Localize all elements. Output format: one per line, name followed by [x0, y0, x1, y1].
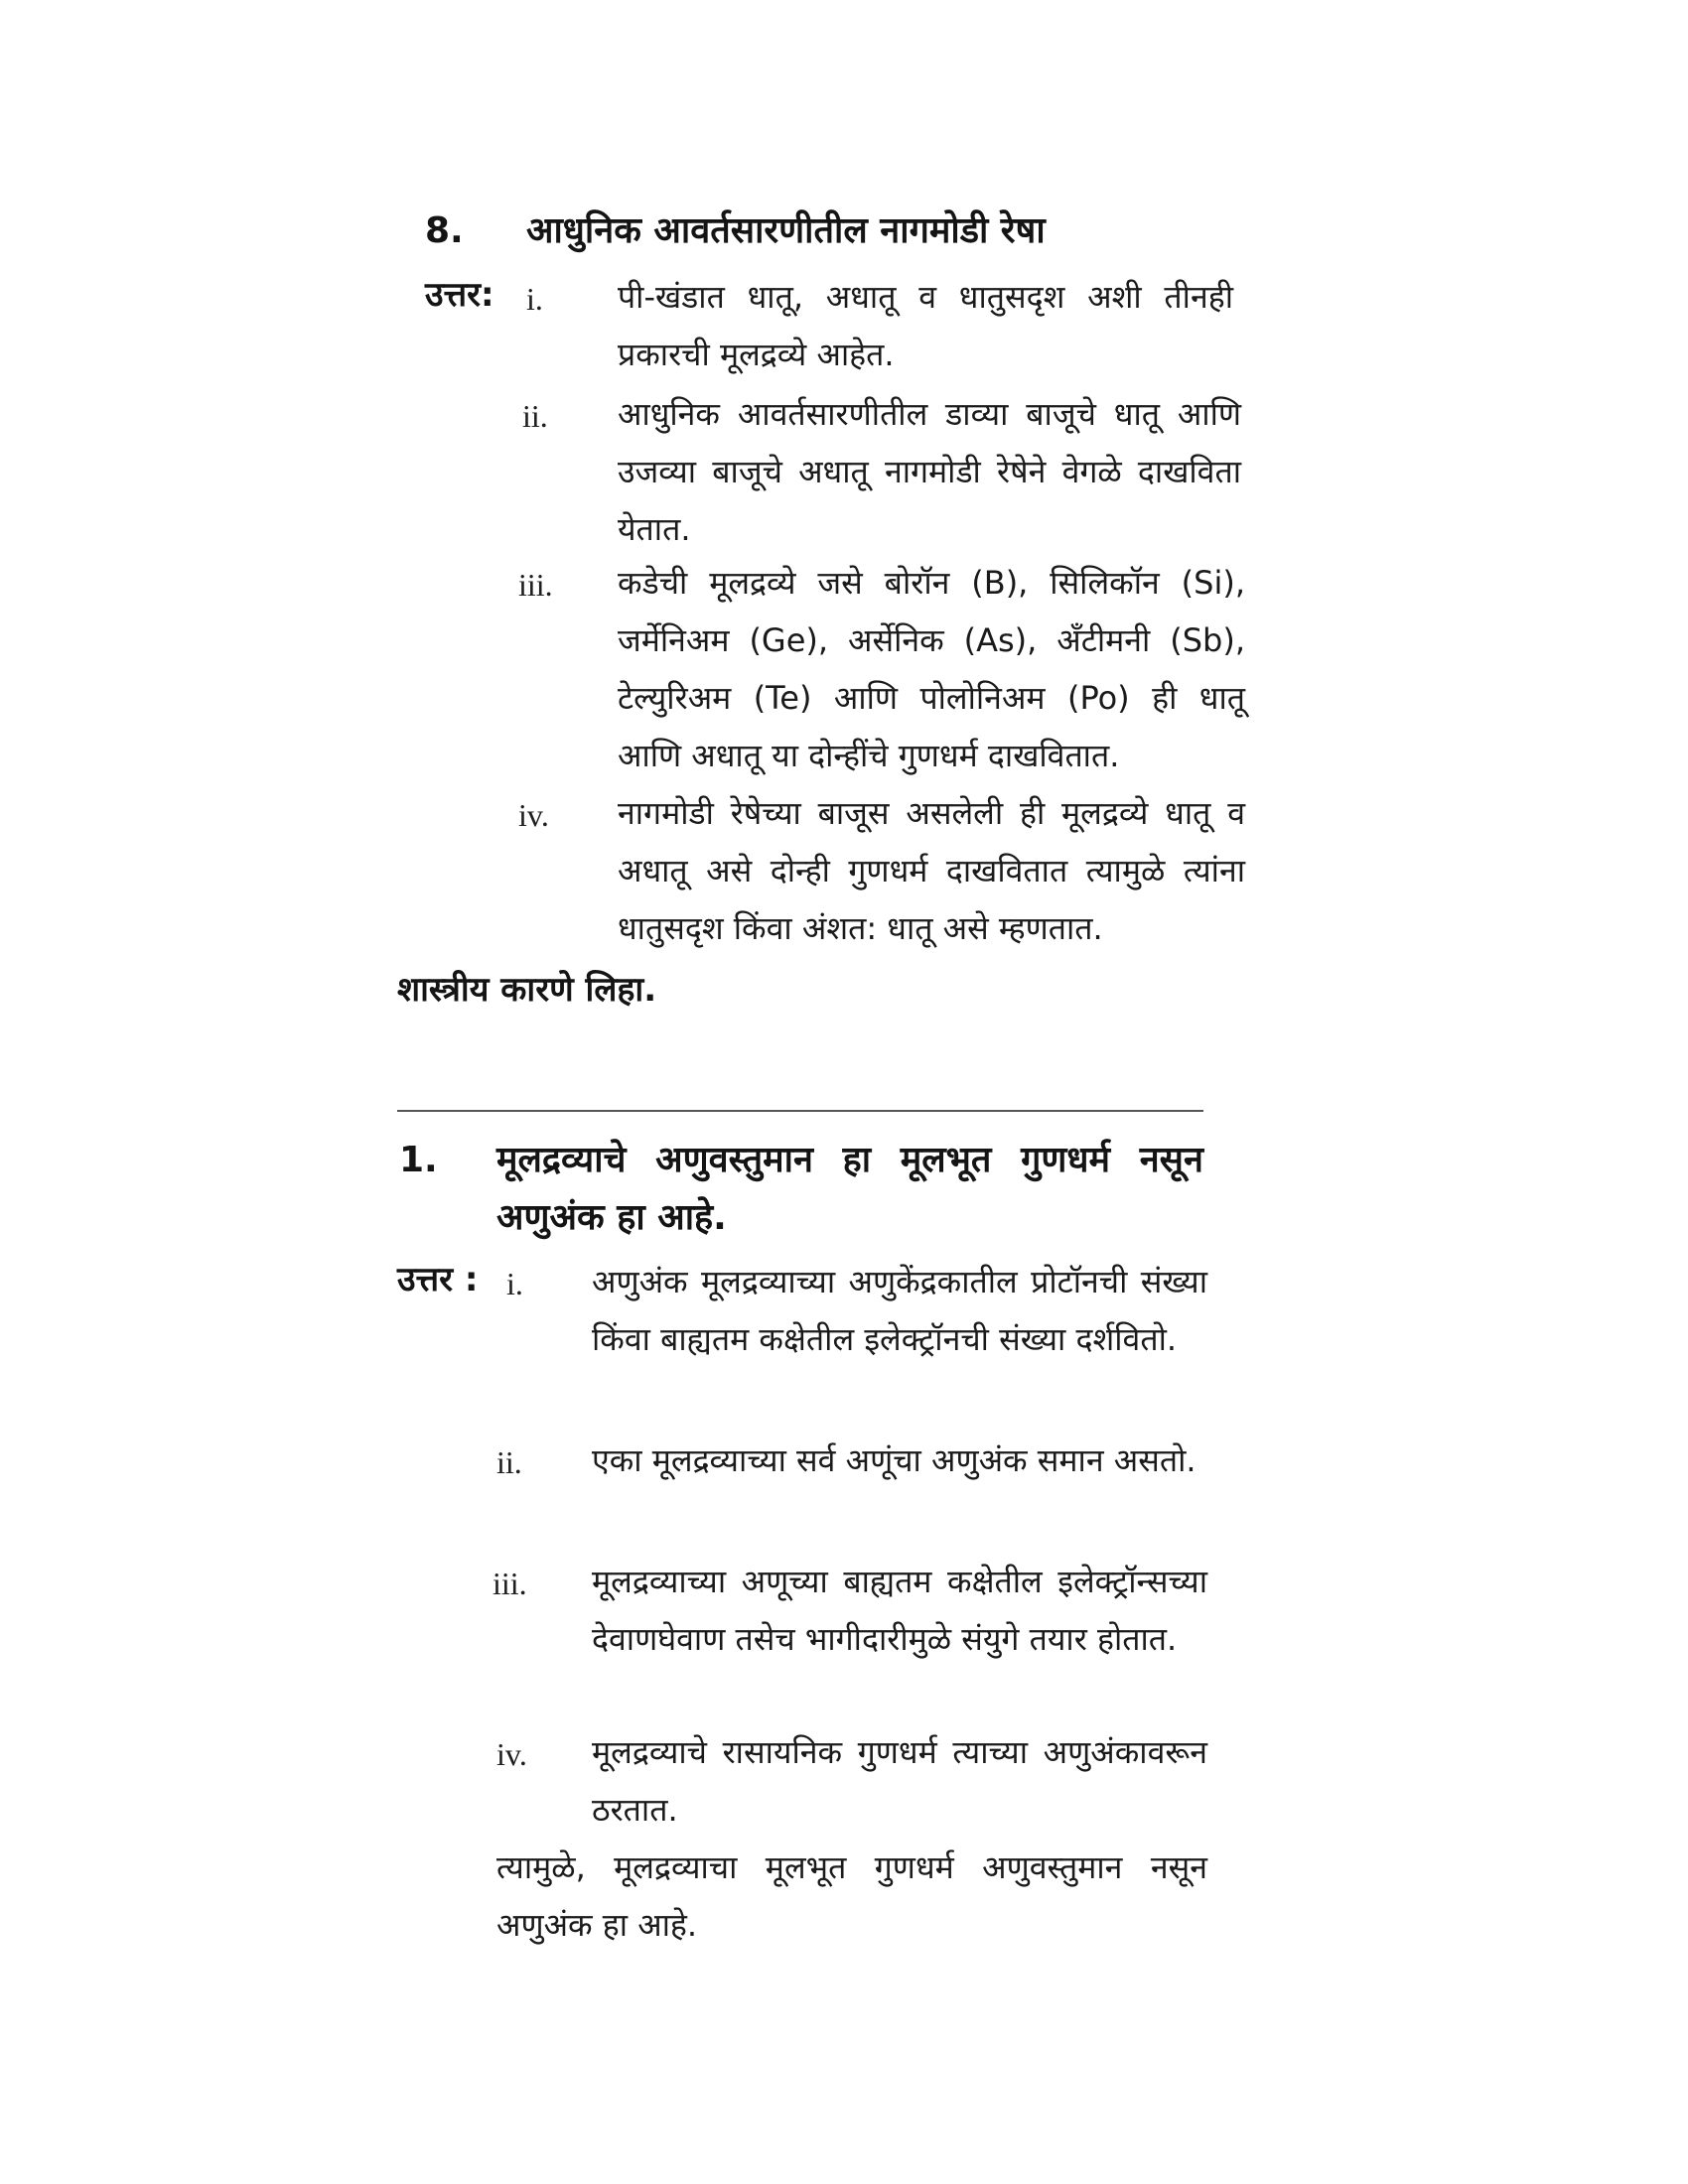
answer-label-text: उत्तर:	[425, 275, 494, 315]
q1-point-iii-text: मूलद्रव्याच्या अणूच्या बाह्यतम कक्षेतील इलेक्ट्रॉन्सच्या देवाणघेवाण तसेच भागीदारीमुळे संयुगे तयार होतात.	[592, 1563, 1207, 1658]
question-1-number: 1.	[399, 1140, 438, 1180]
q8-point-iv-numeral: iv.	[518, 797, 549, 833]
section-heading: शास्त्रीय कारणे लिहा.	[397, 970, 657, 1010]
q8-point-i-numeral: i.	[526, 281, 543, 317]
q8-point-ii-text: आधुनिक आवर्तसारणीतील डाव्या बाजूचे धातू आणि उजव्या बाजूचे अधातू नागमोडी रेषेने वेगळे दाखविता येतात.	[618, 395, 1241, 548]
question-1-title: मूलद्रव्याचे अणुवस्तुमान हा मूलभूत गुणधर्म नसून अणुअंक हा आहे.	[496, 1140, 1203, 1238]
q1-point-iv-numeral: iv.	[496, 1736, 527, 1772]
q8-point-iii-numeral: iii.	[518, 567, 553, 603]
q8-point-iv-text: नागमोडी रेषेच्या बाजूस असलेली ही मूलद्रव्ये धातू व अधातू असे दोन्ही गुणधर्म दाखवितात त्यामुळे त्यांना धातुसदृश किंवा अंशत: धातू असे म्हणतात.	[618, 794, 1245, 947]
divider-line	[397, 1110, 1203, 1112]
q1-point-ii-text: एका मूलद्रव्याच्या सर्व अणूंचा अणुअंक समान असतो.	[592, 1441, 1196, 1479]
q1-point-i-text: अणुअंक मूलद्रव्याच्या अणुकेंद्रकातील प्रोटॉनची संख्या किंवा बाह्यतम कक्षेतील इलेक्ट्रॉनची संख्या दर्शवितो.	[592, 1263, 1207, 1358]
q8-point-i-text: पी-खंडात धातू, अधातू व धातुसदृश अशी तीनही प्रकारची मूलद्रव्ये आहेत.	[618, 278, 1233, 373]
question-8-number: 8.	[425, 210, 464, 251]
answer-label-text: उत्तर :	[397, 1260, 479, 1299]
question-8-answer-label	[425, 268, 494, 322]
q8-point-iii-text: कडेची मूलद्रव्ये जसे बोरॉन (B), सिलिकॉन (Si), जर्मेनिअम (Ge), अर्सेनिक (As), अँटीमनी (Sb), टेल्युरिअम (Te) आणि पोलोनिअम (Po) ही धातू आणि अधातू या दोन्हींचे गुणधर्म दाखवितात.	[618, 564, 1245, 774]
question-8-title: आधुनिक आवर्तसारणीतील नागमोडी रेषा	[526, 210, 1046, 251]
q1-point-ii-numeral: ii.	[496, 1444, 522, 1480]
q1-point-iv-text: मूलद्रव्याचे रासायनिक गुणधर्म त्याच्या अणुअंकावरून ठरतात.	[592, 1733, 1207, 1829]
q1-conclusion: त्यामुळे, मूलद्रव्याचा मूलभूत गुणधर्म अणुवस्तुमान नसून अणुअंक हा आहे.	[496, 1848, 1207, 1944]
q8-point-ii-numeral: ii.	[522, 398, 548, 434]
q1-point-iii-numeral: iii.	[492, 1566, 527, 1601]
question-1-answer-label	[397, 1253, 478, 1306]
q1-point-i-numeral: i.	[506, 1266, 523, 1301]
